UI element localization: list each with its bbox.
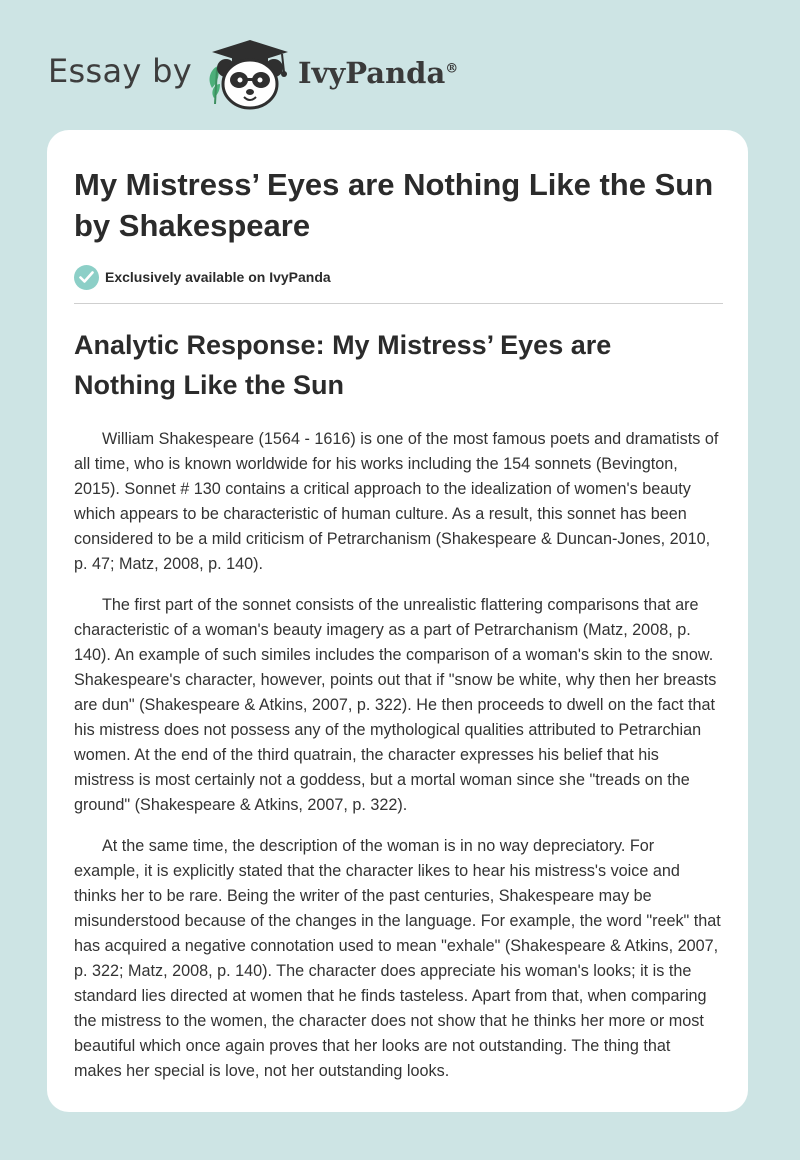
brand-logo[interactable]	[48, 36, 508, 110]
essay-card	[47, 130, 748, 1112]
brand-name: IvyPanda®	[298, 56, 459, 90]
page-title: My Mistress’ Eyes are Nothing Like the Sun by Shakespeare	[74, 167, 714, 243]
panda-graduate-icon	[202, 38, 298, 110]
check-circle-icon	[74, 265, 99, 290]
section-heading: Analytic Response: My Mistress’ Eyes are Nothing Like the Sun	[74, 330, 612, 400]
divider	[74, 303, 723, 304]
exclusive-badge	[74, 264, 331, 290]
paragraph: The first part of the sonnet consists of the unrealistic flattering comparisons that are characteristic of a woman's beauty imagery as a part of Petrarchanism (Matz, 2008, p. 140). An example of such similes includes the comparison of a woman's skin to the snow. Shakespeare's character, however, points out that if "snow be white, why then her breasts are dun" (Shakespeare & Atkins, 2007, p. 322). He then proceeds to dwell on the fact that his mistress does not possess any of the mythological qualities attributed to Petrarchian women. At the end of the third quatrain, the character expresses his belief that his mistress is most certainly not a goddess, but a mortal woman since she "treads on the ground" (Shakespeare & Atkins, 2007, p. 322).	[74, 596, 717, 814]
badge-label: Exclusively available on IvyPanda	[105, 269, 331, 285]
paragraph: William Shakespeare (1564 - 1616) is one of the most famous poets and dramatists of all time, who is known worldwide for his works including the 154 sonnets (Bevington, 2015). Sonnet # 130 contains a critical approach to the idealization of women's beauty which appears to be characteristic of human culture. As a result, this sonnet has been considered to be a mild criticism of Petrarchanism (Shakespeare & Duncan-Jones, 2010, p. 47; Matz, 2008, p. 140).	[74, 430, 719, 573]
brand-prefix: Essay by	[48, 52, 192, 90]
essay-body	[74, 427, 722, 1100]
paragraph: At the same time, the description of the woman is in no way depreciatory. For example, it is explicitly stated that the character likes to hear his mistress's voice and thinks her to be rare. Being the writer of the past centuries, Shakespeare may be misunderstood because of the changes in the language. For example, the word "reek" that has acquired a negative connotation used to mean "exhale" (Shakespeare & Atkins, 2007, p. 322; Matz, 2008, p. 140). The character does appreciate his woman's looks; it is the standard lies directed at women that he finds tasteless. Apart from that, when comparing the mistress to the women, the character does not show that he thinks her more or most beautiful which once again proves that her looks are not outstanding. The thing that makes her special is love, not her outstanding looks.	[74, 837, 721, 1080]
